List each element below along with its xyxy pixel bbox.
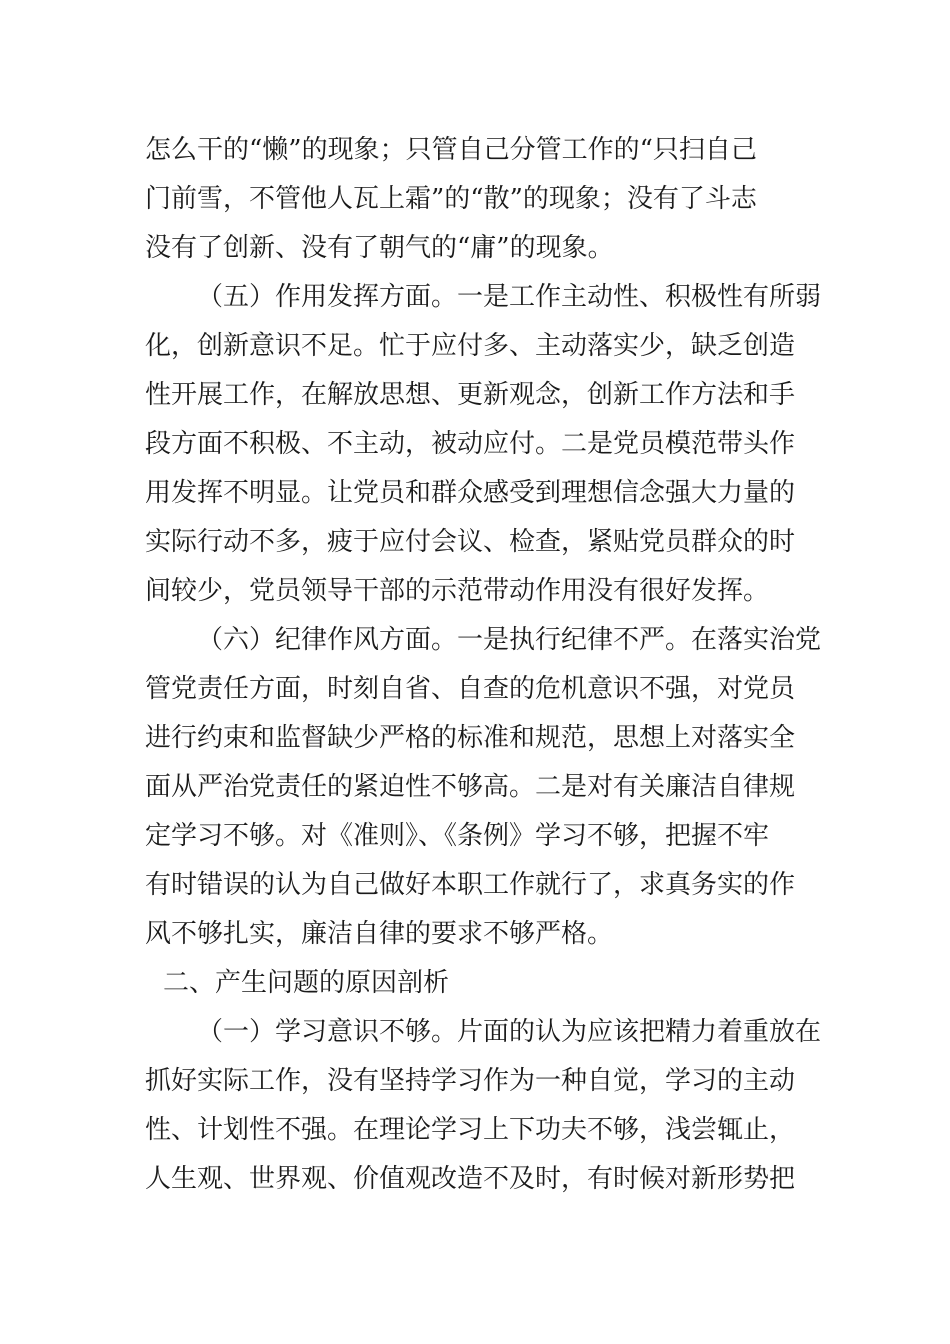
text-line: 定学习不够。对《准则》、《条例》学习不够，把握不牢 bbox=[145, 821, 770, 851]
text-line: 风不够扎实，廉洁自律的要求不够严格。 bbox=[145, 919, 614, 949]
text-line: 性开展工作，在解放思想、更新观念，创新工作方法和手 bbox=[145, 380, 796, 410]
text-line: 怎么干的“懒”的现象；只管自己分管工作的“只扫自己 bbox=[145, 135, 757, 165]
text-line: 进行约束和监督缺少严格的标准和规范，思想上对落实全 bbox=[145, 723, 796, 753]
text-line: 人生观、世界观、价值观改造不及时，有时候对新形势把 bbox=[145, 1164, 796, 1194]
text-line: 实际行动不多，疲于应付会议、检查，紧贴党员群众的时 bbox=[145, 527, 796, 557]
text-line: 面从严治党责任的紧迫性不够高。二是对有关廉洁自律规 bbox=[145, 772, 796, 802]
paragraph-start-line: （五）作用发挥方面。一是工作主动性、积极性有所弱 bbox=[197, 282, 822, 312]
text-line: 没有了创新、没有了朝气的“庸”的现象。 bbox=[145, 233, 614, 263]
text-line: 管党责任方面，时刻自省、自查的危机意识不强，对党员 bbox=[145, 674, 796, 704]
paragraph-start-line: （一）学习意识不够。片面的认为应该把精力着重放在 bbox=[197, 1017, 822, 1047]
text-line: 性、计划性不强。在理论学习上下功夫不够，浅尝辄止， bbox=[145, 1115, 796, 1145]
paragraph-start-line: （六）纪律作风方面。一是执行纪律不严。在落实治党 bbox=[197, 625, 822, 655]
text-line: 门前雪，不管他人瓦上霜”的“散”的现象；没有了斗志 bbox=[145, 184, 757, 214]
text-line: 用发挥不明显。让党员和群众感受到理想信念强大力量的 bbox=[145, 478, 796, 508]
text-line: 间较少，党员领导干部的示范带动作用没有很好发挥。 bbox=[145, 576, 770, 606]
document-body bbox=[145, 126, 822, 1204]
text-line: 抓好实际工作，没有坚持学习作为一种自觉，学习的主动 bbox=[145, 1066, 796, 1096]
text-line: 化，创新意识不足。忙于应付多、主动落实少，缺乏创造 bbox=[145, 331, 796, 361]
text-line: 有时错误的认为自己做好本职工作就行了，求真务实的作 bbox=[145, 870, 796, 900]
text-line: 段方面不积极、不主动，被动应付。二是党员模范带头作 bbox=[145, 429, 796, 459]
section-heading: 二、产生问题的原因剖析 bbox=[163, 968, 450, 998]
